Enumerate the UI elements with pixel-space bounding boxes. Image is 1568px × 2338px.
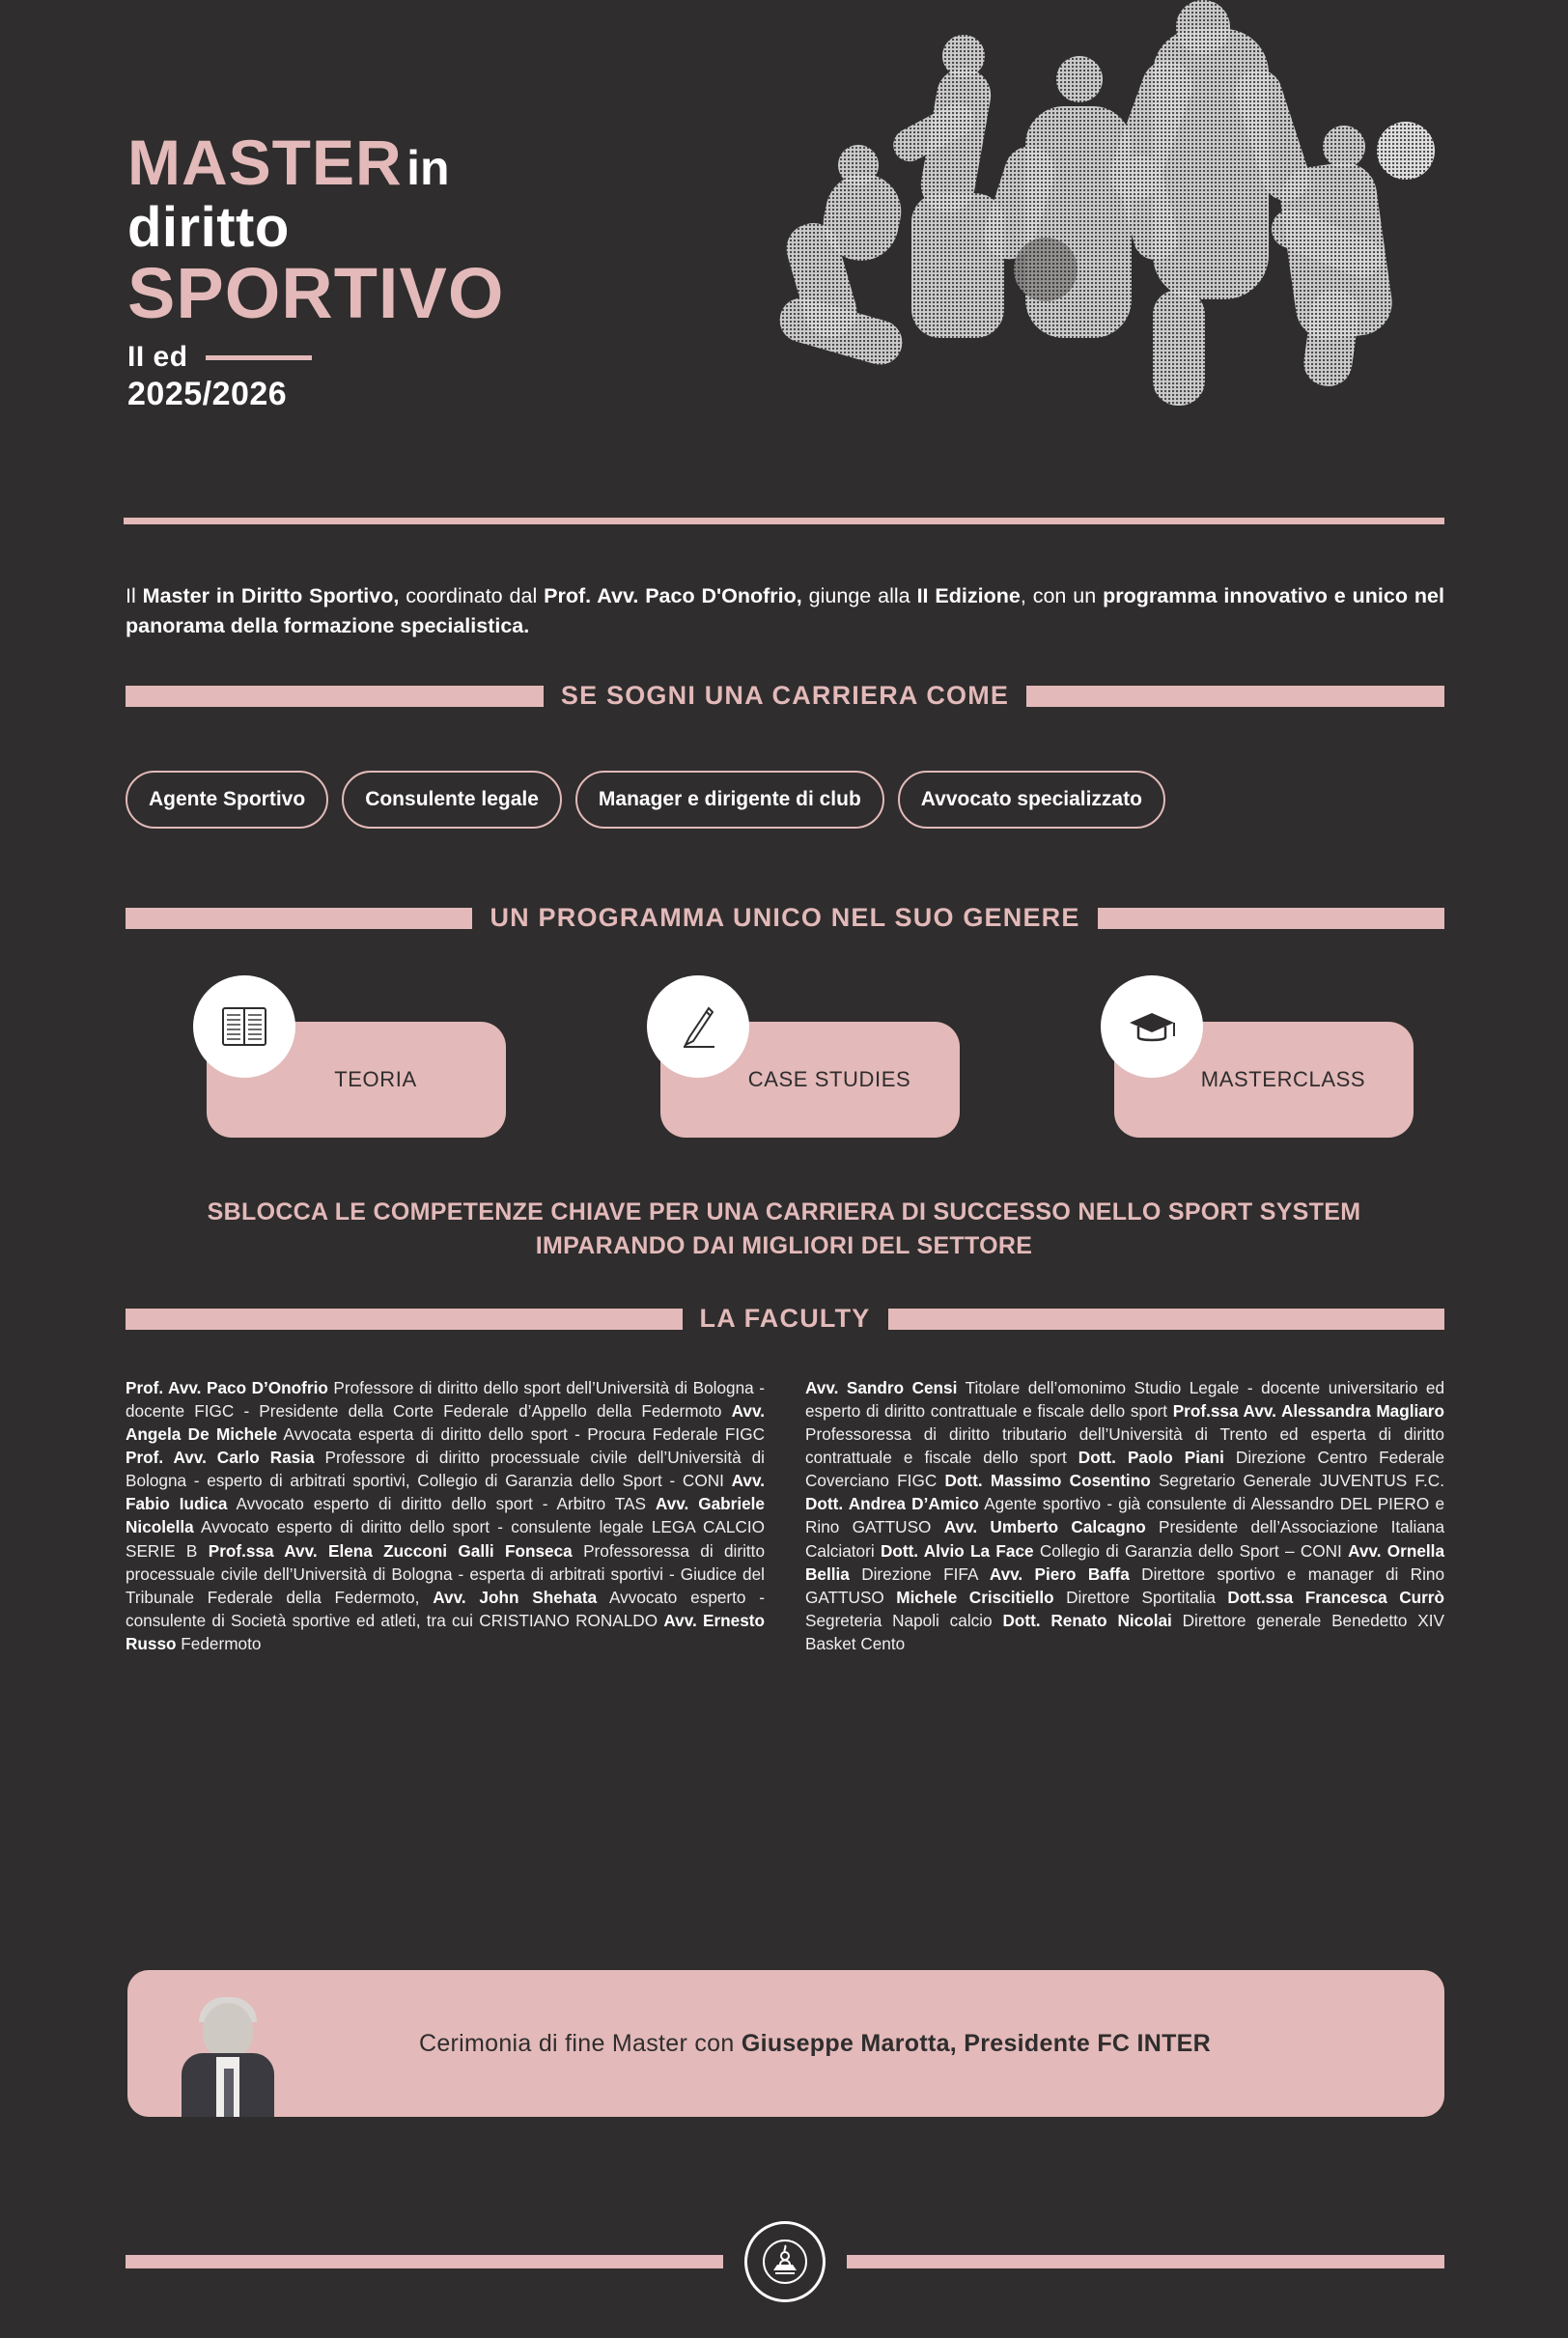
program-banner-title: UN PROGRAMMA UNICO NEL SUO GENERE <box>490 903 1080 932</box>
program-cards <box>193 975 1423 1169</box>
faculty-name: Avv. John Shehata <box>433 1587 598 1607</box>
faculty-name: Dott. Massimo Cosentino <box>944 1471 1151 1491</box>
title-master: MASTER <box>127 127 403 198</box>
intro-part-3: giunge alla <box>801 583 917 607</box>
career-pill-avvocato-specializzato[interactable]: Avvocato specializzato <box>898 771 1165 829</box>
pen-icon <box>647 975 749 1078</box>
faculty-banner-title: LA FACULTY <box>699 1304 871 1333</box>
footer-bar-left <box>126 2255 723 2268</box>
faculty-column-left <box>126 1376 765 1655</box>
book-icon <box>193 975 295 1078</box>
avatar-head <box>203 2003 253 2059</box>
career-pill-manager-dirigente[interactable]: Manager e dirigente di club <box>575 771 884 829</box>
intro-strong-master: Master in Diritto Sportivo, <box>142 583 400 607</box>
edition-row <box>127 343 504 372</box>
faculty-desc: Professore di diritto dello sport dell’Università di Bologna - docente FIGC - Presidente della Corte Federale d’Appello della Federmoto <box>126 1378 765 1422</box>
faculty-desc: Direttore generale Benedetto XIV Basket Cento <box>805 1610 1444 1653</box>
intro-part-2: coordinato dal <box>399 583 545 607</box>
subheadline: SBLOCCA LE COMPETENZE CHIAVE PER UNA CARRIERA DI SUCCESSO NELLO SPORT SYSTEM IMPARANDO DAI MIGLIORI DEL SETTORE <box>207 1198 1361 1259</box>
faculty-name: Michele Criscitiello <box>896 1587 1054 1607</box>
footer <box>126 2221 1444 2302</box>
faculty-name: Avv. Angela De Michele <box>126 1401 765 1445</box>
faculty-name: Prof.ssa Avv. Elena Zucconi Galli Fonseca <box>208 1540 573 1561</box>
list-item <box>881 1541 1342 1561</box>
faculty-name: Dott. Alvio La Face <box>880 1540 1034 1561</box>
faculty-banner <box>126 1304 1444 1334</box>
faculty-name: Avv. Gabriele Nicolella <box>126 1494 765 1537</box>
list-item <box>126 1378 765 1421</box>
faculty-desc: Collegio di Garanzia dello Sport – CONI <box>1033 1540 1342 1561</box>
careers-pill-list <box>126 771 1444 829</box>
program-banner-bar-right <box>1098 908 1444 929</box>
faculty-desc: Avvocato esperto di diritto dello sport - Arbitro TAS <box>227 1494 646 1514</box>
faculty-name: Dott. Renato Nicolai <box>1002 1610 1172 1630</box>
faculty-section <box>126 1376 1444 1655</box>
title-diritto: diritto <box>127 196 290 259</box>
faculty-desc: Segretario Generale JUVENTUS F.C. <box>1150 1471 1444 1491</box>
intro-paragraph <box>126 581 1444 641</box>
faculty-desc: Direzione FIFA <box>849 1563 978 1584</box>
faculty-banner-bar-right <box>888 1309 1445 1330</box>
intro-strong-coordinator: Prof. Avv. Paco D'Onofrio, <box>544 583 802 607</box>
faculty-name: Prof. Avv. Carlo Rasia <box>126 1448 315 1468</box>
list-item <box>126 1448 765 1490</box>
faculty-desc: Professoressa di diritto processuale civile dell’Università di Bologna - esperta di arbitrati sportivi - Giudice del Tribunale Federale della Federmoto, <box>126 1540 766 1607</box>
intro-part-1: Il <box>126 583 143 607</box>
faculty-desc: Avvocato esperto - consulente di Società sportive ed atleti, tra cui CRISTIANO RONALDO <box>126 1587 766 1630</box>
faculty-desc: Direttore Sportitalia <box>1053 1587 1216 1607</box>
avatar <box>174 1989 282 2117</box>
hero-divider <box>124 518 1444 524</box>
program-card-teoria-label: TEORIA <box>334 1067 417 1091</box>
faculty-name: Dott.ssa Francesca Currò <box>1227 1587 1444 1607</box>
program-banner <box>126 903 1444 933</box>
title-in: in <box>406 141 450 195</box>
faculty-desc: Avvocato esperto di diritto dello sport - consulente legale LEGA CALCIO SERIE B <box>126 1517 765 1561</box>
careers-banner-title: SE SOGNI UNA CARRIERA COME <box>560 681 1010 710</box>
faculty-desc: Professoressa di diritto tributario dell’Università di Trento ed esperta di diritto contrattuale e fiscale dello sport <box>805 1424 1444 1468</box>
careers-banner <box>126 681 1444 711</box>
program-banner-bar-left <box>126 908 472 929</box>
academic-years: 2025/2026 <box>127 376 288 412</box>
faculty-name: Avv. Ornella Bellia <box>805 1540 1445 1584</box>
title-sportivo: SPORTIVO <box>127 253 505 333</box>
faculty-desc: Federmoto <box>176 1633 262 1653</box>
banner-bar-left <box>126 686 544 707</box>
graduation-cap-icon <box>1101 975 1203 1078</box>
faculty-desc: Agente sportivo - già consulente di Alessandro DEL PIERO e Rino GATTUSO <box>805 1494 1444 1537</box>
faculty-name: Dott. Paolo Piani <box>1078 1448 1224 1468</box>
footer-bar-right <box>847 2255 1444 2268</box>
faculty-name: Avv. Ernesto Russo <box>126 1610 765 1653</box>
ceremony-guest: Giuseppe Marotta, Presidente FC INTER <box>741 2029 1212 2057</box>
intro-strong-edition: II Edizione <box>916 583 1021 607</box>
faculty-desc: Presidente dell’Associazione Italiana Calciatori <box>805 1517 1445 1561</box>
faculty-desc: Professore di diritto processuale civile dell’Università di Bologna - esperto di arbitrati sportivi, Collegio di Garanzia dello Sport - CONI <box>126 1448 765 1491</box>
faculty-name: Avv. Umberto Calcagno <box>943 1517 1146 1537</box>
lamp-crest-logo <box>744 2221 826 2302</box>
list-item <box>945 1471 1445 1490</box>
faculty-banner-bar-left <box>126 1309 683 1330</box>
athletes-collage-image <box>767 0 1568 512</box>
faculty-name: Avv. Sandro Censi <box>805 1378 958 1397</box>
closing-ceremony-text <box>127 2030 1444 2058</box>
faculty-name: Avv. Piero Baffa <box>989 1563 1130 1584</box>
closing-ceremony-banner <box>127 1970 1444 2117</box>
faculty-desc: Direzione Centro Federale Coverciano FIGC <box>805 1448 1444 1491</box>
career-pill-agente-sportivo[interactable]: Agente Sportivo <box>126 771 328 829</box>
faculty-desc: Titolare dell’omonimo Studio Legale - docente universitario ed esperto di diritto contrattuale e fiscale dello sport <box>805 1378 1445 1422</box>
faculty-desc: Direttore sportivo e manager di Rino GATTUSO <box>805 1563 1445 1607</box>
intro-strong-program: programma innovativo e unico nel panorama della formazione specialistica. <box>126 583 1444 637</box>
program-card-case-studies-label: CASE STUDIES <box>747 1067 911 1091</box>
banner-bar-right <box>1026 686 1444 707</box>
edition-rule <box>206 355 312 360</box>
edition-label: II ed <box>127 341 188 373</box>
page-title <box>127 127 505 412</box>
career-pill-consulente-legale[interactable]: Consulente legale <box>342 771 562 829</box>
hero-section <box>0 0 1568 521</box>
faculty-desc: Avvocata esperta di diritto dello sport - Procura Federale FIGC <box>277 1424 765 1445</box>
faculty-name: Prof. Avv. Paco D’Onofrio <box>126 1378 328 1397</box>
faculty-desc: Segreteria Napoli calcio <box>805 1610 993 1630</box>
list-item <box>896 1588 1216 1607</box>
program-card-masterclass-label: MASTERCLASS <box>1200 1067 1366 1091</box>
faculty-name: Dott. Andrea D’Amico <box>805 1494 979 1514</box>
faculty-column-right <box>805 1376 1444 1655</box>
ceremony-prefix: Cerimonia di fine Master con <box>418 2029 742 2057</box>
faculty-name: Prof.ssa Avv. Alessandra Magliaro <box>1172 1401 1444 1422</box>
intro-part-4: , con un <box>1020 583 1104 607</box>
faculty-name: Avv. Fabio Iudica <box>126 1471 765 1514</box>
avatar-tie <box>224 2069 234 2117</box>
